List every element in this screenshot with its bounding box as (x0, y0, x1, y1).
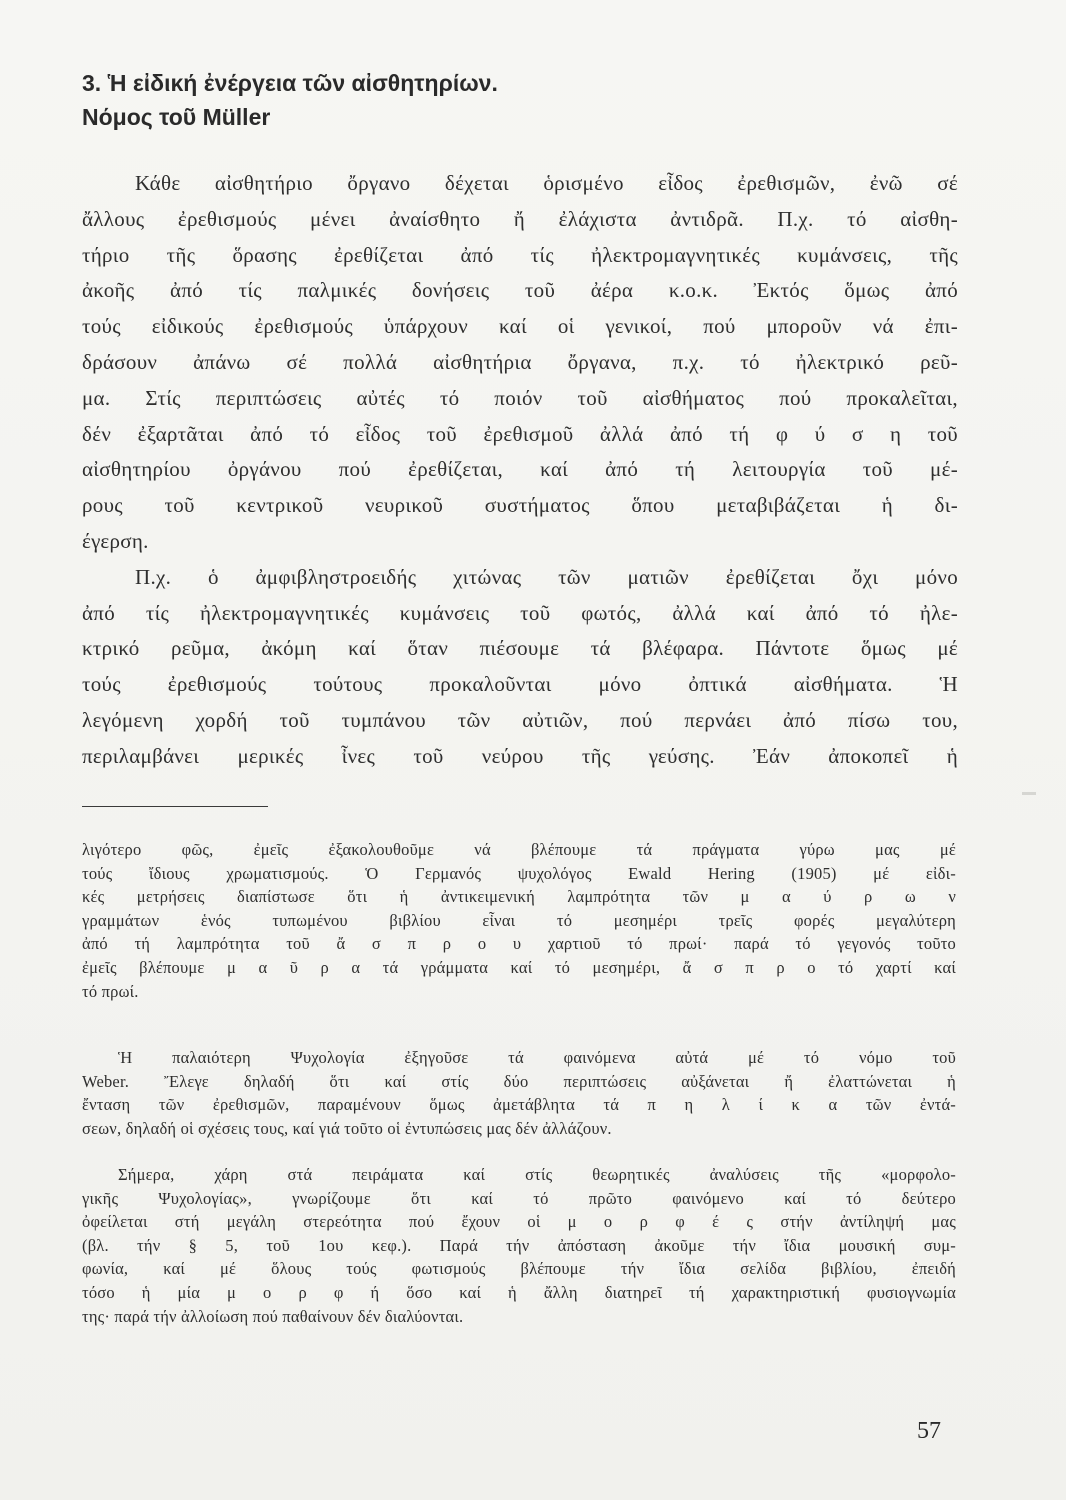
body-line: ἀκοῆς ἀπό τίς παλμικές δονήσεις τοῦ ἀέρα κ.ο.κ. Ἐκτός ὅμως ἀπό (82, 278, 958, 303)
footnote-line: Σήμερα, χάρη στά πειράματα καί στίς θεωρητικές ἀναλύσεις τῆς «μορφολο- (118, 1165, 956, 1184)
margin-mark (1022, 792, 1036, 795)
footnote-line: ἐμεῖς βλέπουμε μ α ῦ ρ α τά γράμματα καί τό μεσημέρι, ἄ σ π ρ ο τό χαρτί καί (82, 957, 956, 977)
footnote-line: τόσο ἡ μία μ ο ρ φ ή ὅσο καί ἡ ἄλλη διατηρεῖ τή χαρακτηριστική φυσιογνωμία (82, 1282, 956, 1302)
section-heading-line-1: 3. Ἡ εἰδική ἐνέργεια τῶν αἰσθητηρίων. (82, 70, 498, 96)
body-line: τήριο τῆς ὅρασης ἐρεθίζεται ἀπό τίς ἠλεκτρομαγνητικές κυμάνσεις, τῆς (82, 242, 958, 267)
body-line: αἰσθητηρίου ὀργάνου πού ἐρεθίζεται, καί ἀπό τή λειτουργία τοῦ μέ- (82, 457, 958, 482)
footnote-paragraph-1 (82, 838, 956, 1003)
footnote-line: λιγότερο φῶς, ἐμεῖς ἐξακολουθοῦμε νά βλέπουμε τά πράγματα γύρω μας μέ (82, 840, 956, 859)
body-line: λεγόμενη χορδή τοῦ τυμπάνου τῶν αὐτιῶν, πού περνάει ἀπό πίσω του, (82, 707, 958, 732)
footnote-line: της· παρά τήν ἀλλοίωση πού παθαίνουν δέν διαλύονται. (82, 1306, 464, 1326)
section-heading-line-2: Νόμος τοῦ Müller (82, 104, 271, 130)
page-number: 57 (917, 1418, 941, 1444)
footnote-line: Weber. Ἔλεγε δηλαδή ὅτι καί στίς δύο περιπτώσεις αὐξάνεται ἤ ἐλαττώνεται ἡ (82, 1071, 956, 1091)
body-line: ρους τοῦ κεντρικοῦ νευρικοῦ συστήματος ὅπου μεταβιβάζεται ἡ δι- (82, 493, 958, 518)
footnote-line: γραμμάτων ἑνός τυπωμένου βιβλίου εἶναι τό μεσημέρι τρεῖς φορές μεγαλύτερη (82, 910, 956, 930)
footnote-line: κές μετρήσεις διαπίστωσε ὅτι ἡ ἀντικειμενική λαμπρότητα τῶν μ α ύ ρ ω ν (82, 887, 956, 907)
footnote-line: τό πρωί. (82, 981, 139, 1001)
body-line: κτρικό ρεῦμα, ἀκόμη καί ὅταν πιέσουμε τά βλέφαρα. Πάντοτε ὅμως μέ (82, 636, 958, 661)
footnote-paragraph-3 (82, 1163, 956, 1328)
body-line: μα. Στίς περιπτώσεις αὐτές τό ποιόν τοῦ αἰσθήματος πού προκαλεῖται, (82, 385, 958, 410)
body-line: περιλαμβάνει μερικές ἶνες τοῦ νεύρου τῆς γεύσης. Ἐάν ἀποκοπεῖ ἡ (82, 743, 958, 768)
section-heading (82, 66, 962, 134)
body-line: έγερση. (82, 528, 149, 553)
footnote-line: φωνία, καί μέ ὅλους τούς φωτισμούς βλέπουμε τήν ἴδια σελίδα βιβλίου, ἐπειδή (82, 1259, 956, 1279)
footnote-line: ἔνταση τῶν ἐρεθισμῶν, παραμένουν ὅμως ἀμετάβλητα τά π η λ ί κ α τῶν ἐντά- (82, 1095, 956, 1115)
footnote-line: (βλ. τήν § 5, τοῦ 1ου κεφ.). Παρά τήν ἀπόσταση ἀκοῦμε τήν ἴδια μουσική συμ- (82, 1235, 956, 1255)
body-line: τούς εἰδικούς ἐρεθισμούς ὑπάρχουν καί οἱ γενικοί, πού μποροῦν νά ἐπι- (82, 314, 958, 339)
footnote-line: ὀφείλεται στή μεγάλη στερεότητα πού ἔχουν οἱ μ ο ρ φ έ ς στήν ἀντίληψή μας (82, 1212, 956, 1232)
body-line: τούς ἐρεθισμούς τούτους προκαλοῦνται μόνο ὀπτικά αἰσθήματα. Ἡ (82, 672, 958, 697)
footnote-line: τούς ἴδιους χρωματισμούς. Ὁ Γερμανός ψυχολόγος Ewald Hering (1905) μέ εἰδι- (82, 863, 956, 883)
body-line: ἀπό τίς ἠλεκτρομαγνητικές κυμάνσεις τοῦ φωτός, ἀλλά καί ἀπό τό ἠλε- (82, 600, 958, 625)
footnote-line: γικῆς Ψυχολογίας», γνωρίζουμε ὅτι καί τό πρῶτο φαινόμενο καί τό δεύτερο (82, 1188, 956, 1208)
footnote-line: ἀπό τή λαμπρότητα τοῦ ἄ σ π ρ ο υ χαρτιοῦ τό πρωί· παρά τό γεγονός τοῦτο (82, 934, 956, 954)
footnote-separator-rule (82, 806, 268, 807)
body-line: Κάθε αἰσθητήριο ὄργανο δέχεται ὁρισμένο εἶδος ἐρεθισμῶν, ἐνῶ σέ (135, 171, 958, 195)
body-line: ἄλλους ἐρεθισμούς μένει ἀναίσθητο ἤ ἐλάχιστα ἀντιδρᾶ. Π.χ. τό αἰσθη- (82, 206, 958, 231)
footnote-line: σεων, δηλαδή οἱ σχέσεις τους, καί γιά τοῦτο οἱ ἐντυπώσεις μας δέν ἀλλάζουν. (82, 1118, 612, 1138)
main-body-text (82, 166, 958, 775)
footnote-paragraph-2 (82, 1046, 956, 1140)
body-line: δέν ἐξαρτᾶται ἀπό τό εἶδος τοῦ ἐρεθισμοῦ ἀλλά ἀπό τή φ ύ σ η τοῦ (82, 421, 958, 446)
body-line: Π.χ. ὁ ἀμφιβληστροειδής χιτώνας τῶν ματιῶν ἐρεθίζεται ὄχι μόνο (135, 564, 958, 589)
body-line: δράσουν ἀπάνω σέ πολλά αἰσθητήρια ὄργανα, π.χ. τό ἠλεκτρικό ρεῦ- (82, 349, 958, 374)
footnote-line: Ἡ παλαιότερη Ψυχολογία ἐξηγοῦσε τά φαινόμενα αὐτά μέ τό νόμο τοῦ (118, 1048, 956, 1067)
